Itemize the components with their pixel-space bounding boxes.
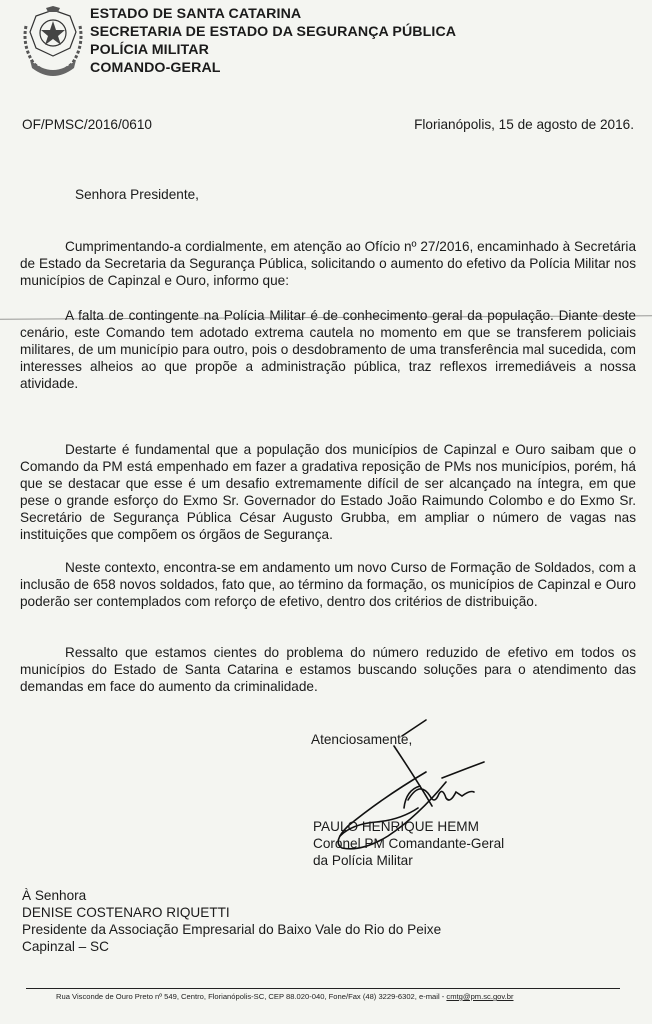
signer-block xyxy=(313,818,504,869)
letterhead-police: POLÍCIA MILITAR xyxy=(90,42,209,58)
recipient-city: Capinzal – SC xyxy=(22,939,109,954)
letterhead-command: COMANDO-GERAL xyxy=(90,60,221,76)
recipient-block xyxy=(22,887,441,955)
letterhead-state: ESTADO DE SANTA CATARINA xyxy=(90,6,302,22)
paragraph-5 xyxy=(20,644,636,695)
paragraph-4-text: Neste contexto, encontra-se em andamento um novo Curso de Formação de Soldados, com a inclusão de 658 novos soldados, fato que, ao término da formação, os municípios de Capinzal e Ouro poderão ser contemplados com reforço de efetivo, dentro dos critérios de distribuição. xyxy=(20,560,636,609)
paragraph-3 xyxy=(20,441,636,543)
letterhead xyxy=(90,5,456,77)
paragraph-4 xyxy=(20,559,636,610)
state-coat-of-arms-icon xyxy=(20,6,86,80)
document-reference: OF/PMSC/2016/0610 xyxy=(22,117,152,132)
footer xyxy=(56,992,514,1001)
paragraph-5-text: Ressalto que estamos cientes do problema do número reduzido de efetivo em todos os municípios do Estado de Santa Catarina e estamos buscando soluções para o atendimento das demandas em face do aumento da criminalidade. xyxy=(20,645,636,694)
paragraph-1-text: Cumprimentando-a cordialmente, em atenção ao Ofício nº 27/2016, encaminhado à Secretária de Estado da Secretaria da Segurança Pública, solicitando o aumento do efetivo da Polícia Militar nos municípios de Capinzal e Ouro, informo que: xyxy=(20,239,636,288)
signer-unit: da Polícia Militar xyxy=(313,853,413,868)
footer-divider xyxy=(26,988,620,989)
closing: Atenciosamente, xyxy=(311,732,413,747)
signer-name: PAULO HENRIQUE HEMM xyxy=(313,819,479,834)
paragraph-3-text: Destarte é fundamental que a população dos municípios de Capinzal e Ouro saibam que o Comando da PM está empenhado em fazer a gradativa reposição de PMs nos municípios, porém, há que se destacar que esse é um desafio extremamente difícil de ser alcançado na íntegra, em que pese o grande esforço do Exmo Sr. Governador do Estado João Raimundo Colombo e do Exmo Sr. Secretário de Segurança Pública César Augusto Grubba, em ampliar o número de vagas nas instituições que compõem os órgãos de Segurança. xyxy=(20,442,636,542)
recipient-greeting: À Senhora xyxy=(22,888,87,903)
salutation: Senhora Presidente, xyxy=(75,187,199,202)
signer-title: Coronel PM Comandante-Geral xyxy=(313,836,505,851)
document-date: Florianópolis, 15 de agosto de 2016. xyxy=(414,117,634,132)
paragraph-1 xyxy=(20,238,636,289)
footer-email-link[interactable]: cmtg@pm.sc.gov.br xyxy=(446,992,514,1001)
paragraph-2 xyxy=(20,307,636,392)
paragraph-2-text: A falta de contingente na Polícia Militar é de conhecimento geral da população. Diante deste cenário, este Comando tem adotado extrema cautela no momento em que se transferem policiais militares, de um município para outro, pois o desdobramento de uma transferência mal sucedida, com interesses alheios ao que propõe a administração pública, traz reflexos irremediáveis a nossa atividade. xyxy=(20,308,636,391)
letterhead-secretariat: SECRETARIA DE ESTADO DA SEGURANÇA PÚBLICA xyxy=(90,24,457,40)
recipient-name: DENISE COSTENARO RIQUETTI xyxy=(22,905,230,920)
recipient-role: Presidente da Associação Empresarial do Baixo Vale do Rio do Peixe xyxy=(22,922,442,937)
footer-address: Rua Visconde de Ouro Preto nº 549, Centro, Florianópolis-SC, CEP 88.020-040, Fone/Fax (48) 3229-6302, e-mail - xyxy=(56,992,447,1001)
